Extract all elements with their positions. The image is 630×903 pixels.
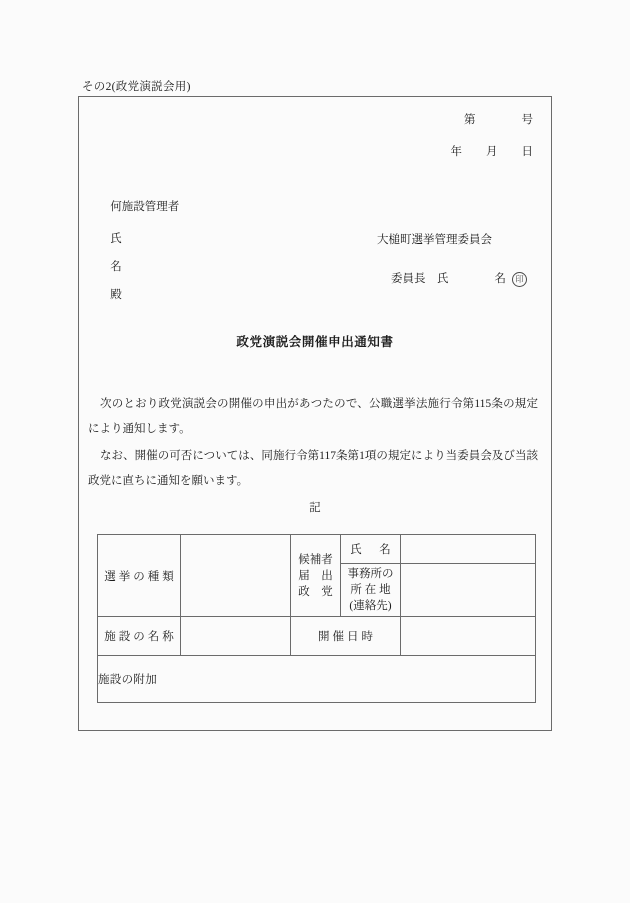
- party-label-line-2: 届 出: [298, 569, 333, 582]
- form-kind-label: その2(政党演説会用): [82, 81, 191, 93]
- form-table: [97, 534, 536, 703]
- document-meta-block: [383, 111, 533, 175]
- issuer-organization: 大槌町選挙管理委員会: [377, 234, 492, 246]
- party-label: [291, 535, 341, 617]
- addressee-honorific: 殿: [110, 289, 122, 301]
- issuer-name-label-1: 氏: [437, 273, 449, 285]
- party-name-label: 氏 名: [341, 535, 401, 564]
- seal-stamp-icon: 印: [512, 272, 527, 287]
- issuer-chair-line: [377, 270, 527, 286]
- facility-attachment-label[interactable]: 施設の附加: [98, 656, 536, 703]
- issuer-block: [377, 231, 527, 286]
- facility-name-label: 施設の名称: [98, 617, 181, 656]
- date-day-blank[interactable]: [498, 143, 522, 159]
- document-number-blank[interactable]: [476, 111, 522, 127]
- date-year-label: 年: [450, 146, 462, 158]
- party-office-value[interactable]: [401, 564, 536, 617]
- document-number-line: [383, 111, 533, 127]
- event-datetime-label: 開催日時: [291, 617, 401, 656]
- record-marker: 記: [309, 502, 321, 514]
- party-label-line-3: 政 党: [298, 585, 333, 598]
- document-date-line: [383, 143, 533, 159]
- document-number-prefix: 第: [464, 114, 476, 126]
- addressee-name-label-1: 氏: [110, 233, 122, 245]
- party-office-label-line-3: (連絡先): [349, 600, 392, 612]
- party-office-label-line-2: 所 在 地: [350, 584, 391, 596]
- table-row-facility: [98, 617, 536, 656]
- election-type-label: 選挙の種類: [98, 535, 181, 617]
- addressee-line: [93, 186, 179, 314]
- party-name-value[interactable]: [401, 535, 536, 564]
- party-office-label: [341, 564, 401, 617]
- body-paragraph-1: 次のとおり政党演説会の開催の申出があつたので、公職選挙法施行令第115条の規定により通知します。: [88, 398, 538, 435]
- document-number-suffix: 号: [521, 114, 533, 126]
- document-frame: [78, 96, 552, 731]
- table-row-facility-attachment: [98, 656, 536, 703]
- addressee-name-label-2: 名: [110, 261, 122, 273]
- table-row-election-name: [98, 535, 536, 564]
- issuer-name-label-2: 名: [494, 273, 506, 285]
- issuer-chair-title: 委員長: [391, 273, 426, 285]
- date-day-label: 日: [521, 146, 533, 158]
- facility-name-value[interactable]: [181, 617, 291, 656]
- body-text: [88, 392, 538, 496]
- party-label-line-1: 候補者: [298, 553, 333, 566]
- event-datetime-value[interactable]: [401, 617, 536, 656]
- date-month-blank[interactable]: [462, 143, 486, 159]
- addressee-target: 何施設管理者: [110, 201, 180, 213]
- party-office-label-line-1: 事務所の: [347, 568, 394, 580]
- election-type-value[interactable]: [181, 535, 291, 617]
- body-paragraph-2: なお、開催の可否については、同施行令第117条第1項の規定により当委員会及び当該政党に直ちに通知を願います。: [88, 450, 538, 487]
- date-month-label: 月: [486, 146, 498, 158]
- document-title: 政党演説会開催申出通知書: [236, 335, 394, 349]
